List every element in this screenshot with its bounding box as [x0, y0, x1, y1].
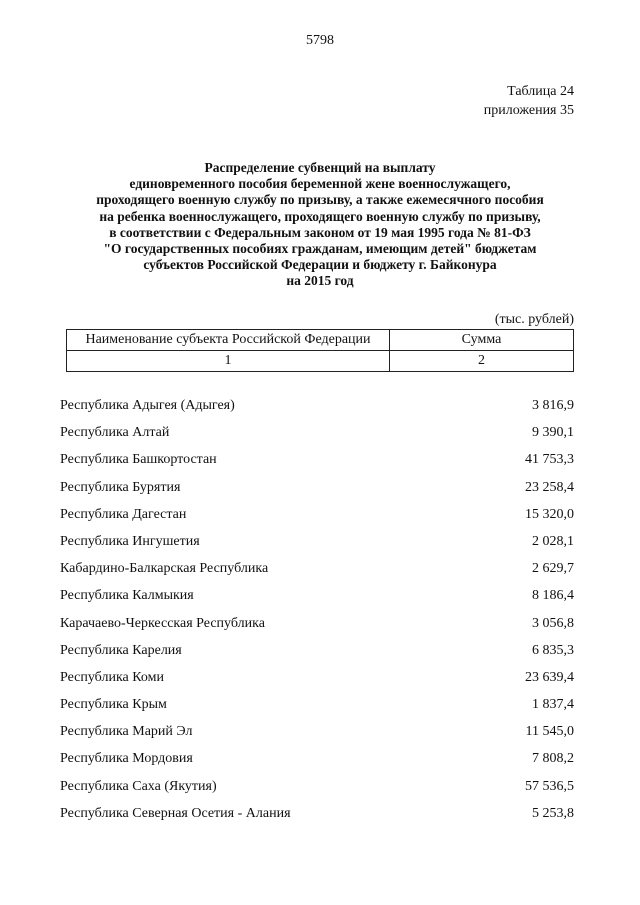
document-title: [60, 160, 580, 290]
region-name: Республика Алтай: [60, 425, 170, 441]
table-row: [60, 561, 574, 588]
page-number: 5798: [306, 33, 334, 48]
title-line: на ребенка военнослужащего, проходящего военную службу по призыву,: [99, 208, 541, 224]
region-name: Республика Дагестан: [60, 506, 187, 522]
amount-value: 2 028,1: [532, 533, 574, 549]
region-name: Республика Мордовия: [60, 751, 193, 767]
region-name: Республика Бурятия: [60, 479, 181, 495]
amount-value: 23 639,4: [525, 669, 574, 685]
region-name: Республика Ингушетия: [60, 533, 200, 549]
amount-value: 8 186,4: [532, 588, 574, 604]
region-name: Республика Саха (Якутия): [60, 778, 217, 794]
table-row: [60, 779, 574, 806]
region-name: Республика Коми: [60, 669, 164, 685]
region-name: Республика Адыгея (Адыгея): [60, 398, 235, 413]
table-row: [60, 806, 574, 833]
table-row: [60, 724, 574, 751]
column-header-name: Наименование субъекта Российской Федерации: [67, 330, 390, 351]
title-line: Распределение субвенций на выплату: [204, 160, 436, 175]
title-line: единовременного пособия беременной жене военнослужащего,: [129, 176, 511, 192]
amount-value: 3 816,9: [532, 398, 574, 413]
table-row: [60, 697, 574, 724]
title-line: проходящего военную службу по призыву, а также ежемесячного пособия: [96, 192, 544, 208]
table-number: Таблица 24: [507, 84, 574, 99]
region-name: Кабардино-Балкарская Республика: [60, 561, 269, 577]
title-line: в соответствии с Федеральным законом от 19 мая 1995 года № 81-ФЗ: [109, 224, 531, 240]
amount-value: 2 629,7: [532, 561, 574, 577]
amount-value: 11 545,0: [525, 724, 574, 740]
amount-value: 5 253,8: [532, 805, 574, 821]
amount-value: 23 258,4: [525, 479, 574, 495]
amount-value: 15 320,0: [525, 506, 574, 522]
appendix-number: приложения 35: [483, 103, 574, 118]
title-line: "О государственных пособиях гражданам, имеющим детей" бюджетам: [103, 241, 537, 257]
amount-value: 1 837,4: [532, 697, 574, 713]
column-header-amount: Сумма: [390, 330, 574, 351]
title-line: субъектов Российской Федерации и бюджету г. Байконура: [143, 257, 497, 273]
region-name: Республика Марий Эл: [60, 724, 193, 740]
table-reference: [484, 82, 574, 120]
table-row: [60, 507, 574, 534]
units-label: (тыс. рублей): [494, 312, 574, 327]
table-row: [60, 534, 574, 561]
amount-value: 7 808,2: [532, 751, 574, 767]
table-row: [60, 643, 574, 670]
table-row: [60, 425, 574, 452]
column-number-2: 2: [390, 351, 574, 372]
distribution-list: [60, 398, 574, 833]
title-line: на 2015 год: [286, 273, 354, 289]
region-name: Республика Северная Осетия - Алания: [60, 805, 291, 821]
table-row: [60, 751, 574, 778]
table-row: [60, 616, 574, 643]
table-row: [60, 398, 574, 425]
amount-value: 41 753,3: [525, 452, 574, 468]
table-header: [66, 329, 574, 372]
column-number-1: 1: [67, 351, 390, 372]
amount-value: 57 536,5: [525, 778, 574, 794]
region-name: Республика Крым: [60, 697, 167, 713]
amount-value: 3 056,8: [532, 615, 574, 631]
region-name: Республика Калмыкия: [60, 588, 194, 604]
table-row: [60, 480, 574, 507]
table-row: [60, 588, 574, 615]
amount-value: 6 835,3: [532, 642, 574, 658]
region-name: Карачаево-Черкесская Республика: [60, 615, 265, 631]
amount-value: 9 390,1: [532, 425, 574, 441]
table-row: [60, 670, 574, 697]
region-name: Республика Башкортостан: [60, 452, 217, 468]
region-name: Республика Карелия: [60, 642, 182, 658]
table-row: [60, 452, 574, 479]
